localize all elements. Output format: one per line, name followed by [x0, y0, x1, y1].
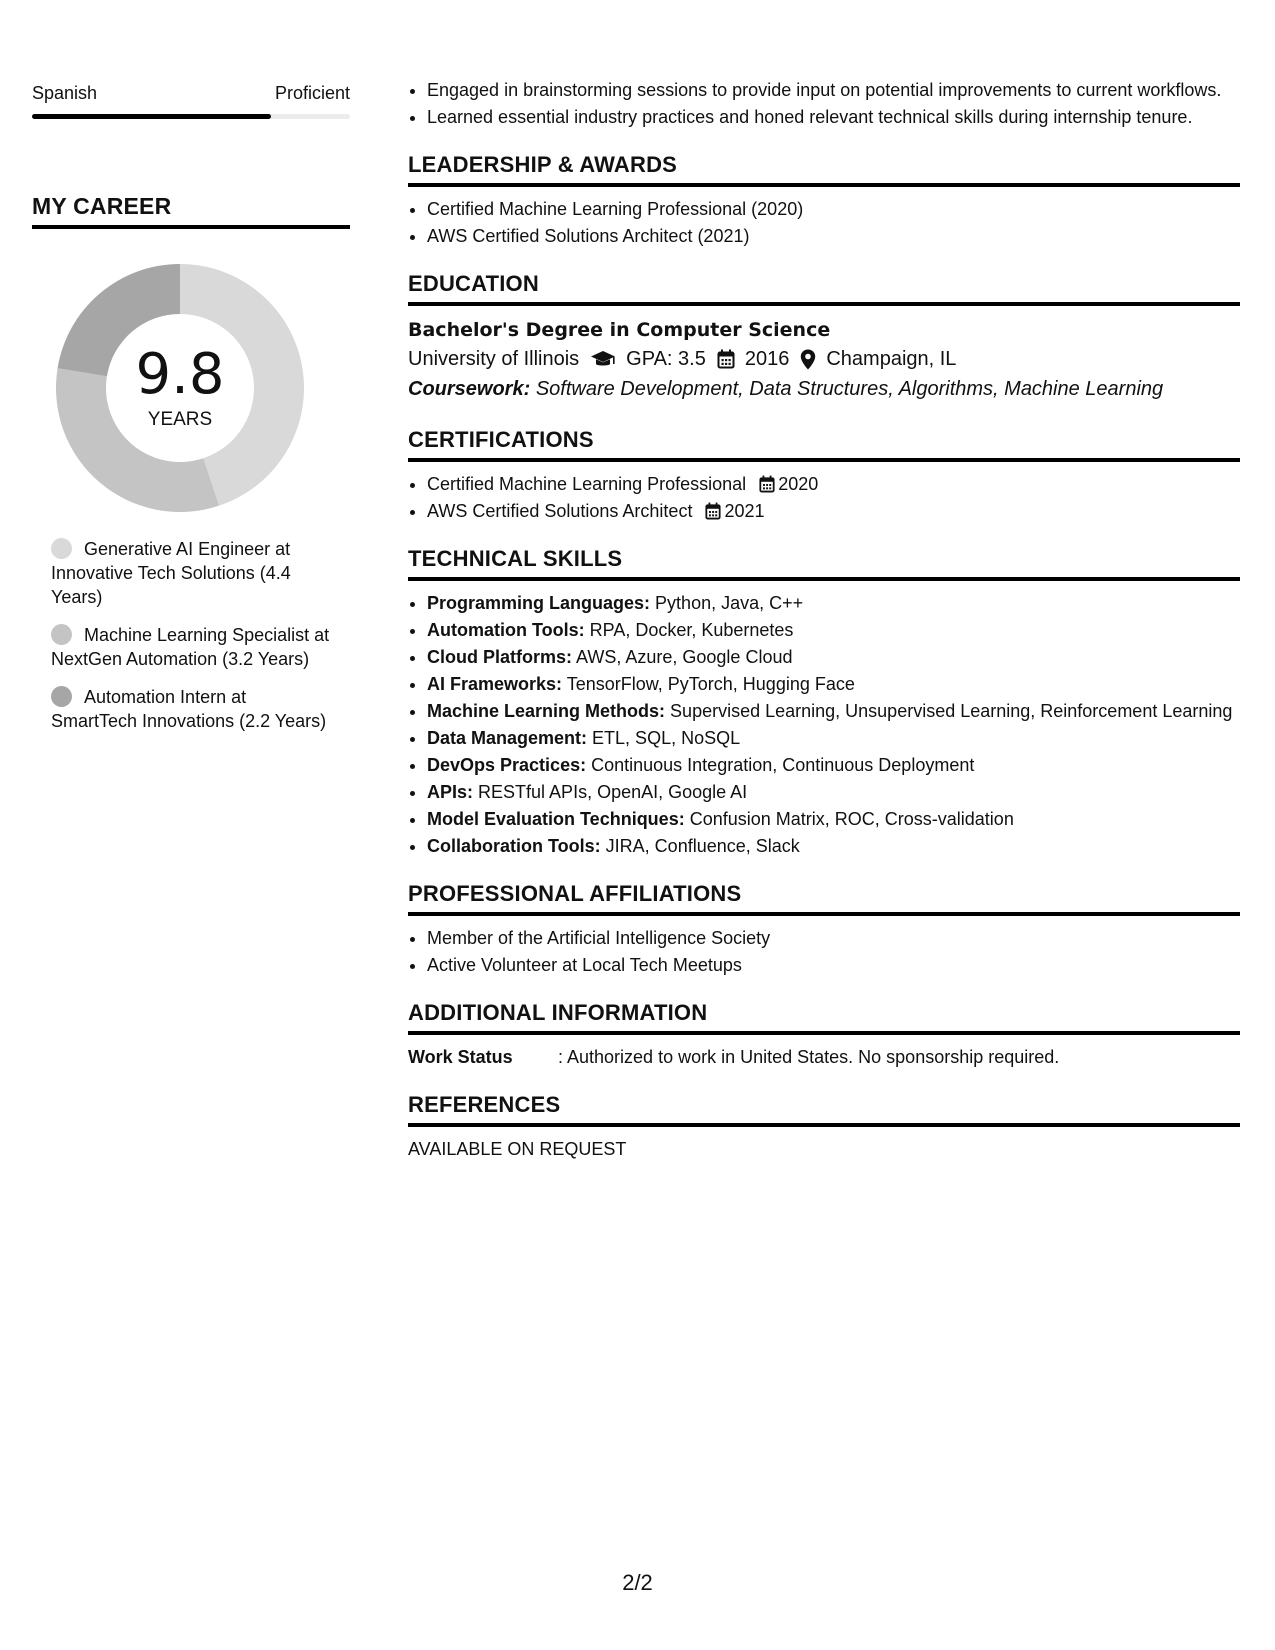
education-year: 2016: [744, 348, 790, 370]
career-legend-item: [51, 537, 331, 609]
skill-label: Machine Learning Methods:: [427, 701, 666, 721]
career-heading: MY CAREER: [32, 193, 172, 219]
work-status-value: : Authorized to work in United States. No sponsorship required.: [558, 1047, 1060, 1067]
certification-item: [427, 499, 1240, 523]
education-degree: Bachelor's Degree in Computer Science: [408, 319, 831, 341]
leadership-section: [408, 151, 1240, 248]
skill-item: [427, 726, 1240, 750]
legend-dot: [51, 624, 72, 645]
career-total-years: 9.8: [135, 342, 225, 407]
skills-section: [408, 545, 1240, 858]
page-number: 2/2: [622, 1570, 653, 1595]
certifications-heading: CERTIFICATIONS: [408, 427, 594, 452]
experience-bullet: • Engaged in brainstorming sessions to provide input on potential improvements to current workflows.: [427, 78, 1240, 102]
language-proficiency-bar: [32, 114, 350, 119]
coursework-value: Software Development, Data Structures, Algorithms, Machine Learning: [535, 378, 1164, 400]
leadership-heading: LEADERSHIP & AWARDS: [408, 152, 678, 177]
skill-label: Model Evaluation Techniques:: [427, 809, 685, 829]
skill-value: Supervised Learning, Unsupervised Learning, Reinforcement Learning: [670, 701, 1233, 721]
certification-year: 2020: [778, 474, 819, 494]
additional-info-heading: ADDITIONAL INFORMATION: [408, 1000, 708, 1025]
legend-label: Automation Intern at SmartTech Innovations (2.2 Years): [51, 687, 327, 731]
skills-list: [408, 591, 1240, 858]
section-rule: [408, 912, 1240, 916]
career-legend-item: [51, 623, 331, 671]
skill-label: Collaboration Tools:: [427, 836, 601, 856]
skill-item: [427, 753, 1240, 777]
legend-label: Generative AI Engineer at Innovative Tech Solutions (4.4 Years): [51, 539, 291, 607]
leadership-item: • Certified Machine Learning Professional (2020): [427, 197, 1240, 221]
legend-label: Machine Learning Specialist at NextGen Automation (3.2 Years): [51, 625, 330, 669]
skill-value: RPA, Docker, Kubernetes: [589, 620, 794, 640]
affiliation-item: • Active Volunteer at Local Tech Meetups: [427, 953, 1240, 977]
experience-continued-list: [408, 78, 1240, 129]
education-location: Champaign, IL: [826, 348, 957, 370]
skill-item: [427, 807, 1240, 831]
skill-label: Automation Tools:: [427, 620, 585, 640]
certification-name: • Certified Machine Learning Professional: [427, 474, 747, 494]
main-content: [408, 78, 1240, 1161]
sidebar: [32, 80, 350, 747]
education-gpa: GPA: 3.5: [626, 348, 706, 370]
skills-heading: TECHNICAL SKILLS: [408, 546, 623, 571]
career-donut-chart: [55, 263, 305, 513]
career-legend-item: [51, 685, 331, 733]
references-text: AVAILABLE ON REQUEST: [408, 1139, 627, 1159]
language-proficiency-fill: [32, 114, 271, 119]
map-pin-icon: [800, 349, 816, 370]
skill-value: Continuous Integration, Continuous Deployment: [591, 755, 975, 775]
skill-item: [427, 672, 1240, 696]
certification-name: • AWS Certified Solutions Architect: [427, 501, 693, 521]
section-rule: [408, 577, 1240, 581]
calendar-icon: [705, 502, 721, 520]
language-level: Proficient: [274, 83, 350, 103]
affiliations-section: [408, 880, 1240, 977]
coursework-label: Coursework:: [408, 378, 531, 400]
references-section: [408, 1091, 1240, 1161]
certification-year: 2021: [724, 501, 765, 521]
legend-dot: [51, 686, 72, 707]
education-heading: EDUCATION: [408, 271, 539, 296]
calendar-icon: [717, 349, 735, 369]
career-legend: [51, 537, 331, 733]
career-heading-rule: [32, 225, 350, 229]
skill-label: Data Management:: [427, 728, 588, 748]
section-rule: [408, 458, 1240, 462]
affiliations-heading: PROFESSIONAL AFFILIATIONS: [408, 881, 742, 906]
calendar-icon: [759, 475, 775, 493]
skill-value: Confusion Matrix, ROC, Cross-validation: [689, 809, 1014, 829]
section-rule: [408, 183, 1240, 187]
skill-value: JIRA, Confluence, Slack: [605, 836, 800, 856]
leadership-item: • AWS Certified Solutions Architect (2021): [427, 224, 1240, 248]
work-status-row: [408, 1045, 1240, 1069]
education-coursework: [408, 374, 1240, 404]
experience-bullet: • Learned essential industry practices and honed relevant technical skills during internship tenure.: [427, 105, 1240, 129]
skill-value: RESTful APIs, OpenAI, Google AI: [478, 782, 748, 802]
legend-dot: [51, 538, 72, 559]
skill-label: APIs:: [427, 782, 474, 802]
education-details: [408, 344, 1240, 374]
skill-item: [427, 645, 1240, 669]
certification-item: [427, 472, 1240, 496]
additional-info-section: [408, 999, 1240, 1069]
education-section: [408, 270, 1240, 404]
skill-label: Cloud Platforms:: [427, 647, 573, 667]
skill-item: [427, 699, 1240, 723]
skill-value: AWS, Azure, Google Cloud: [576, 647, 793, 667]
skill-value: ETL, SQL, NoSQL: [592, 728, 741, 748]
skill-item: [427, 591, 1240, 615]
skill-item: [427, 618, 1240, 642]
skill-label: DevOps Practices:: [427, 755, 587, 775]
skill-item: [427, 780, 1240, 804]
section-rule: [408, 1123, 1240, 1127]
career-total-unit: YEARS: [147, 409, 213, 430]
skill-value: Python, Java, C++: [655, 593, 804, 613]
certifications-section: [408, 426, 1240, 523]
language-item: [32, 80, 350, 119]
affiliation-item: • Member of the Artificial Intelligence Society: [427, 926, 1240, 950]
references-heading: REFERENCES: [408, 1092, 561, 1117]
graduation-cap-icon: [590, 349, 616, 369]
section-rule: [408, 1031, 1240, 1035]
skill-value: TensorFlow, PyTorch, Hugging Face: [566, 674, 855, 694]
education-school: University of Illinois: [408, 348, 580, 370]
skill-label: Programming Languages:: [427, 593, 651, 613]
skill-item: [427, 834, 1240, 858]
section-rule: [408, 302, 1240, 306]
language-name: Spanish: [32, 83, 98, 103]
skill-label: AI Frameworks:: [427, 674, 563, 694]
work-status-label: Work Status: [408, 1047, 513, 1067]
